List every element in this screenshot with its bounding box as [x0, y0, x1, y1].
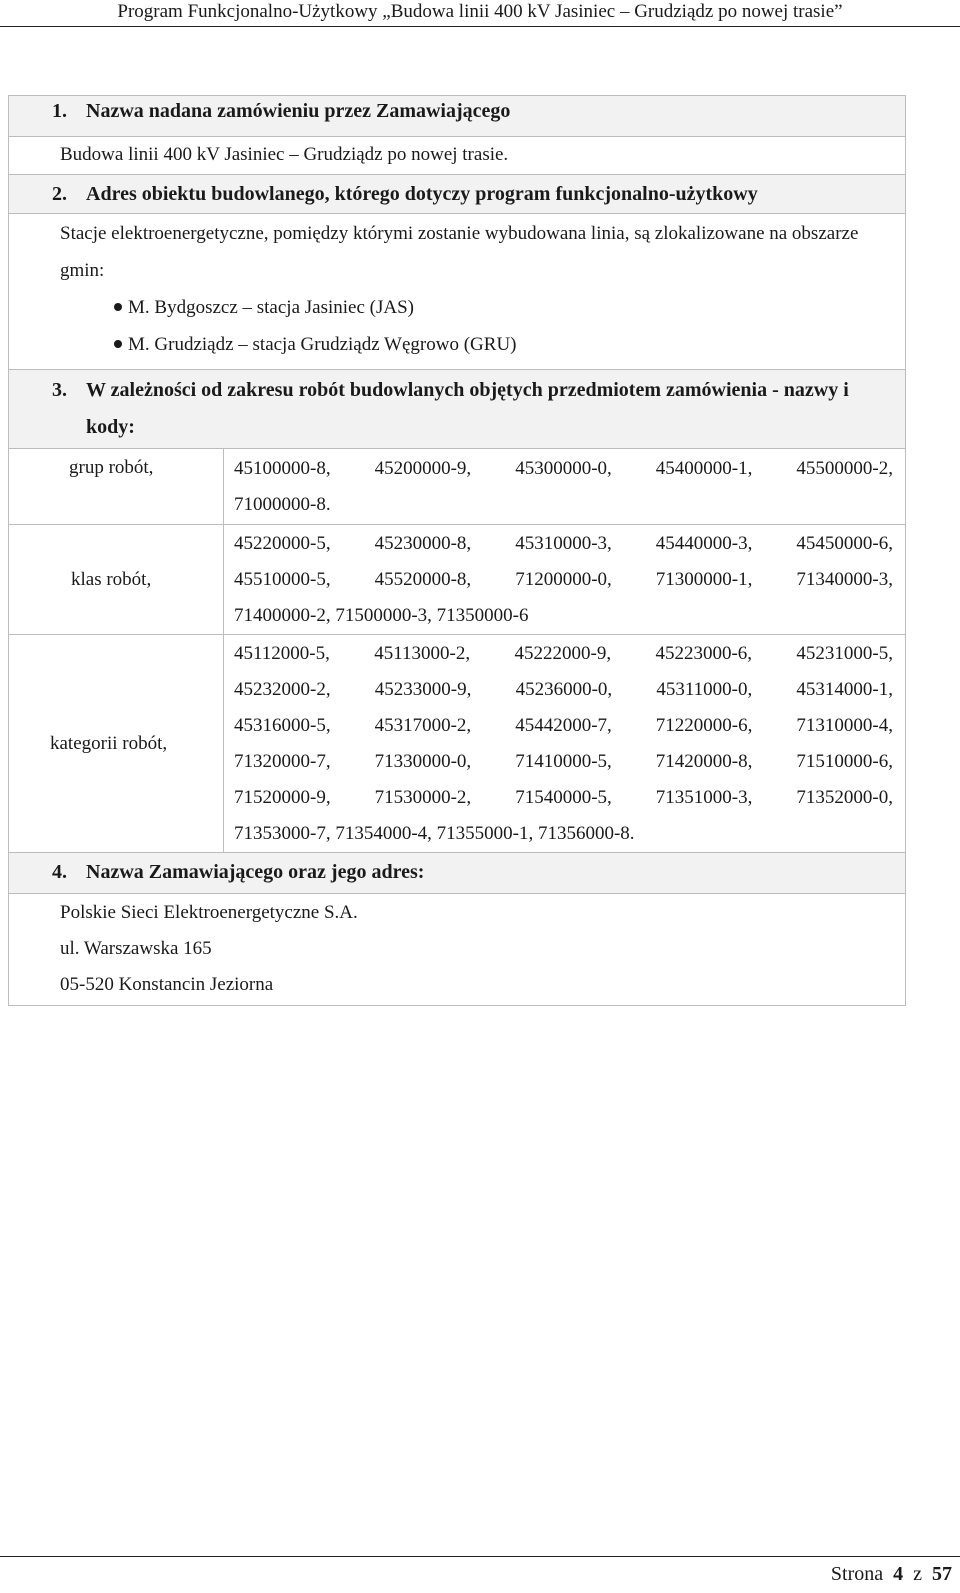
code-value: 45400000-1,	[655, 457, 753, 479]
code-value: 71300000-1,	[655, 568, 753, 590]
code-value: 71000000-8.	[234, 493, 331, 515]
code-line	[234, 526, 893, 562]
code-value: 71400000-2, 71500000-3, 71350000-6	[234, 604, 529, 626]
page-prefix: Strona	[830, 1563, 884, 1585]
section-1-body: Budowa linii 400 kV Jasiniec – Grudziądz po nowej trasie.	[9, 137, 905, 175]
code-value: 45300000-0,	[515, 457, 612, 479]
address-line: 05-520 Konstancin Jeziorna	[60, 974, 274, 995]
code-line	[234, 672, 893, 708]
code-list	[224, 449, 906, 525]
code-list	[224, 525, 906, 635]
code-value: 45236000-0,	[515, 678, 613, 700]
code-line	[234, 708, 893, 744]
section-title: Nazwa nadana zamówieniu przez Zamawiającego	[86, 100, 511, 122]
section-2-body	[9, 214, 905, 370]
code-value: 45232000-2,	[234, 678, 331, 700]
code-value: 71352000-0,	[796, 786, 893, 808]
code-value: 71220000-6,	[655, 714, 753, 736]
code-value: 45100000-8,	[234, 457, 331, 479]
code-value: 45233000-9,	[374, 678, 472, 700]
section-title: Adres obiektu budowlanego, którego dotyczy program funkcjonalno-użytkowy	[86, 183, 758, 205]
section-number: 2.	[52, 183, 67, 205]
code-value: 45222000-9,	[514, 642, 612, 664]
code-value: 71330000-0,	[374, 750, 472, 772]
code-value: 45440000-3,	[655, 532, 753, 554]
code-value: 45220000-5,	[234, 532, 331, 554]
page-total: 57	[932, 1563, 952, 1585]
section-2-text: Stacje elektroenergetyczne, pomiędzy którymi zostanie wybudowana linia, są zlokalizowane na obszarze gmin:	[60, 223, 859, 281]
form-table	[8, 95, 906, 1006]
code-value: 71520000-9,	[234, 786, 331, 808]
address-line: ul. Warszawska 165	[60, 938, 212, 959]
page-footer	[0, 1556, 960, 1592]
section-title: W zależności od zakresu robót budowlanych objętych przedmiotem zamówienia - nazwy i kody:	[86, 379, 849, 438]
code-line	[234, 636, 893, 672]
code-line	[234, 598, 893, 634]
code-value: 45311000-0,	[656, 678, 753, 700]
page-of: z	[913, 1563, 922, 1585]
code-value: 45510000-5,	[234, 568, 331, 590]
code-value: 45113000-2,	[374, 642, 471, 664]
section-1-heading	[9, 96, 905, 137]
section-4-heading	[9, 853, 905, 894]
section-number: 3.	[52, 379, 67, 401]
code-line	[234, 562, 893, 598]
document-title: Program Funkcjonalno-Użytkowy „Budowa linii 400 kV Jasiniec – Grudziądz po nowej trasie”	[117, 1, 843, 22]
location-list	[60, 289, 885, 363]
code-value: 45316000-5,	[234, 714, 331, 736]
code-value: 45442000-7,	[515, 714, 612, 736]
page-number: 4	[893, 1563, 904, 1585]
code-value: 71320000-7,	[234, 750, 331, 772]
code-value: 71310000-4,	[796, 714, 893, 736]
code-line	[234, 816, 893, 852]
section-4-body	[9, 894, 905, 1005]
klas-label: klas robót,	[71, 568, 152, 590]
code-value: 45500000-2,	[796, 457, 893, 479]
code-value: 45450000-6,	[796, 532, 893, 554]
row-label	[9, 525, 224, 635]
code-value: 71540000-5,	[515, 786, 612, 808]
table-row	[9, 635, 905, 853]
code-value: 45112000-5,	[234, 642, 330, 664]
code-value: 45310000-3,	[515, 532, 612, 554]
list-item: M. Bydgoszcz – stacja Jasiniec (JAS)	[128, 289, 885, 326]
code-value: 71351000-3,	[655, 786, 753, 808]
row-label	[9, 635, 224, 853]
code-line	[234, 744, 893, 780]
code-value: 45520000-8,	[374, 568, 472, 590]
code-value: 45223000-6,	[655, 642, 753, 664]
section-3-heading	[9, 370, 905, 449]
code-line	[234, 487, 893, 523]
code-value: 71200000-0,	[515, 568, 612, 590]
code-value: 71340000-3,	[796, 568, 893, 590]
code-value: 71510000-6,	[796, 750, 893, 772]
code-value: 45231000-5,	[796, 642, 893, 664]
code-line	[234, 780, 893, 816]
section-title: Nazwa Zamawiającego oraz jego adres:	[86, 861, 425, 883]
grup-label: grup robót,	[69, 457, 154, 478]
address-line: Polskie Sieci Elektroenergetyczne S.A.	[60, 902, 358, 923]
section-number: 4.	[52, 861, 67, 883]
running-header	[0, 0, 960, 27]
code-list	[224, 635, 906, 853]
codes-table	[9, 449, 905, 853]
code-value: 71410000-5,	[515, 750, 612, 772]
row-label	[9, 449, 224, 525]
section-number: 1.	[52, 100, 67, 122]
list-item: M. Grudziądz – stacja Grudziądz Węgrowo (GRU)	[128, 326, 885, 363]
table-row	[9, 449, 905, 525]
code-value: 45317000-2,	[374, 714, 472, 736]
section-2-heading	[9, 175, 905, 214]
kategorii-label: kategorii robót,	[50, 732, 168, 754]
code-value: 71353000-7, 71354000-4, 71355000-1, 71356000-8.	[234, 822, 635, 844]
code-line	[234, 451, 893, 487]
code-value: 45200000-9,	[374, 457, 472, 479]
table-row	[9, 525, 905, 635]
code-value: 71420000-8,	[655, 750, 753, 772]
code-value: 71530000-2,	[374, 786, 472, 808]
code-value: 45230000-8,	[374, 532, 472, 554]
code-value: 45314000-1,	[796, 678, 893, 700]
